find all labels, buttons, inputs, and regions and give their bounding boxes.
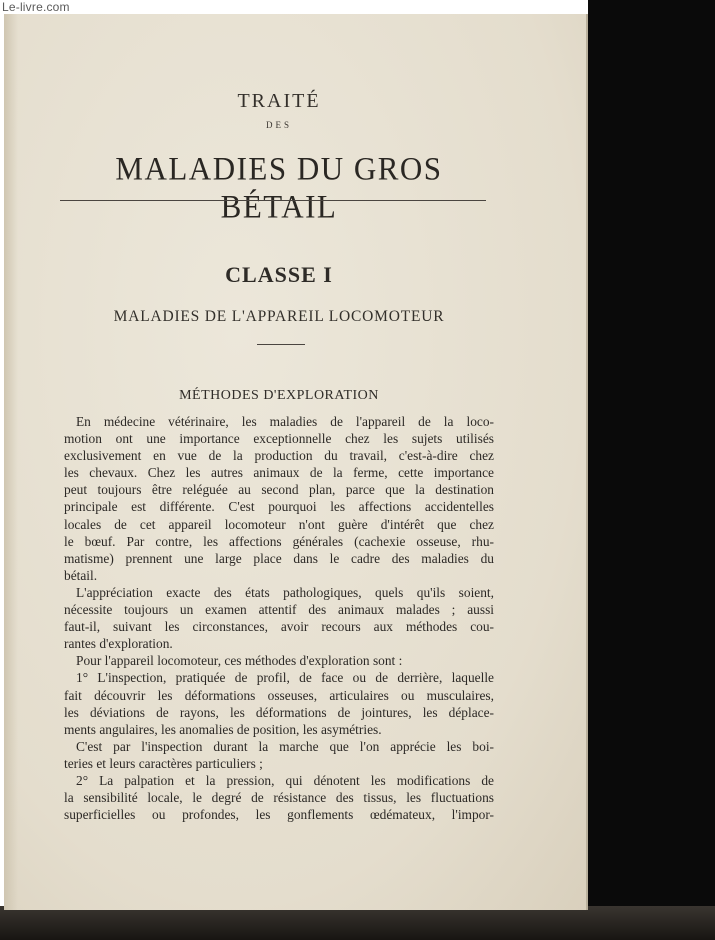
text-line: 2° La palpation et la pression, qui dénotent les modifications de <box>76 772 494 788</box>
section-heading: MÉTHODES D'EXPLORATION <box>179 388 379 403</box>
text-line: 1° L'inspection, pratiquée de profil, de face ou de derrière, laquelle <box>76 670 494 686</box>
body-paragraphs <box>64 413 494 823</box>
text-line: la sensibilité locale, le degré de résistance des tissus, les fluctuations <box>64 790 494 806</box>
text-line: le bœuf. Par contre, les affections générales (cachexie osseuse, rhu- <box>64 533 494 549</box>
page-binding-edge <box>4 14 18 910</box>
text-line: faut-il, suivant les circonstances, avoir recours aux méthodes cou- <box>64 619 494 635</box>
text-line: les chevaux. Chez les autres animaux de la ferme, cette importance <box>64 465 494 481</box>
text-line: exclusivement en vue de la production du travail, c'est-à-dire chez <box>64 448 494 464</box>
text-line: C'est par l'inspection durant la marche que l'on apprécie les boi- <box>76 738 494 754</box>
text-line: les déviations de rayons, les déformations de jointures, les déplace- <box>64 704 494 720</box>
dark-background <box>588 0 715 940</box>
book-page <box>4 14 586 910</box>
header-traite: TRAITÉ <box>237 90 321 112</box>
watermark-text: Le-livre.com <box>2 0 70 14</box>
table-surface <box>0 906 715 940</box>
text-line: rantes d'exploration. <box>64 636 173 652</box>
text-line: L'appréciation exacte des états pathologiques, quels qu'ils soient, <box>76 584 494 600</box>
classe-heading: CLASSE I <box>225 262 333 287</box>
text-line: Pour l'appareil locomoteur, ces méthodes d'exploration sont : <box>76 653 403 669</box>
text-line: principale est différente. C'est pourquoi les affections accidentelles <box>64 499 494 515</box>
classe-subtitle: MALADIES DE L'APPAREIL LOCOMOTEUR <box>113 308 445 325</box>
subtitle-rule <box>257 344 305 345</box>
text-line: motion ont une importance exceptionnelle chez les sujets utilisés <box>64 431 494 447</box>
text-line: peut toujours être reléguée au second plan, parce que la destination <box>64 482 494 498</box>
text-line: En médecine vétérinaire, les maladies de l'appareil de la loco- <box>76 414 494 429</box>
text-line: teries et leurs caractères particuliers ; <box>64 755 263 771</box>
text-line: superficielles ou profondes, les gonflements œdémateux, l'impor- <box>64 807 494 823</box>
book-title: MALADIES DU GROS BÉTAIL <box>115 150 443 225</box>
text-line: nécessite toujours un examen attentif des animaux malades ; aussi <box>64 602 494 618</box>
header-des: DES <box>265 120 292 130</box>
title-rule <box>60 200 486 201</box>
text-line: locales de cet appareil locomoteur n'ont guère d'intérêt que chez <box>64 516 494 532</box>
text-line: bétail. <box>64 567 98 583</box>
text-line: ments angulaires, les anomalies de position, les asymétries. <box>64 721 382 737</box>
text-line: fait découvrir les déformations osseuses, articulaires ou musculaires, <box>64 687 494 703</box>
text-line: matisme) prennent une large place dans le cadre des maladies du <box>64 550 494 566</box>
